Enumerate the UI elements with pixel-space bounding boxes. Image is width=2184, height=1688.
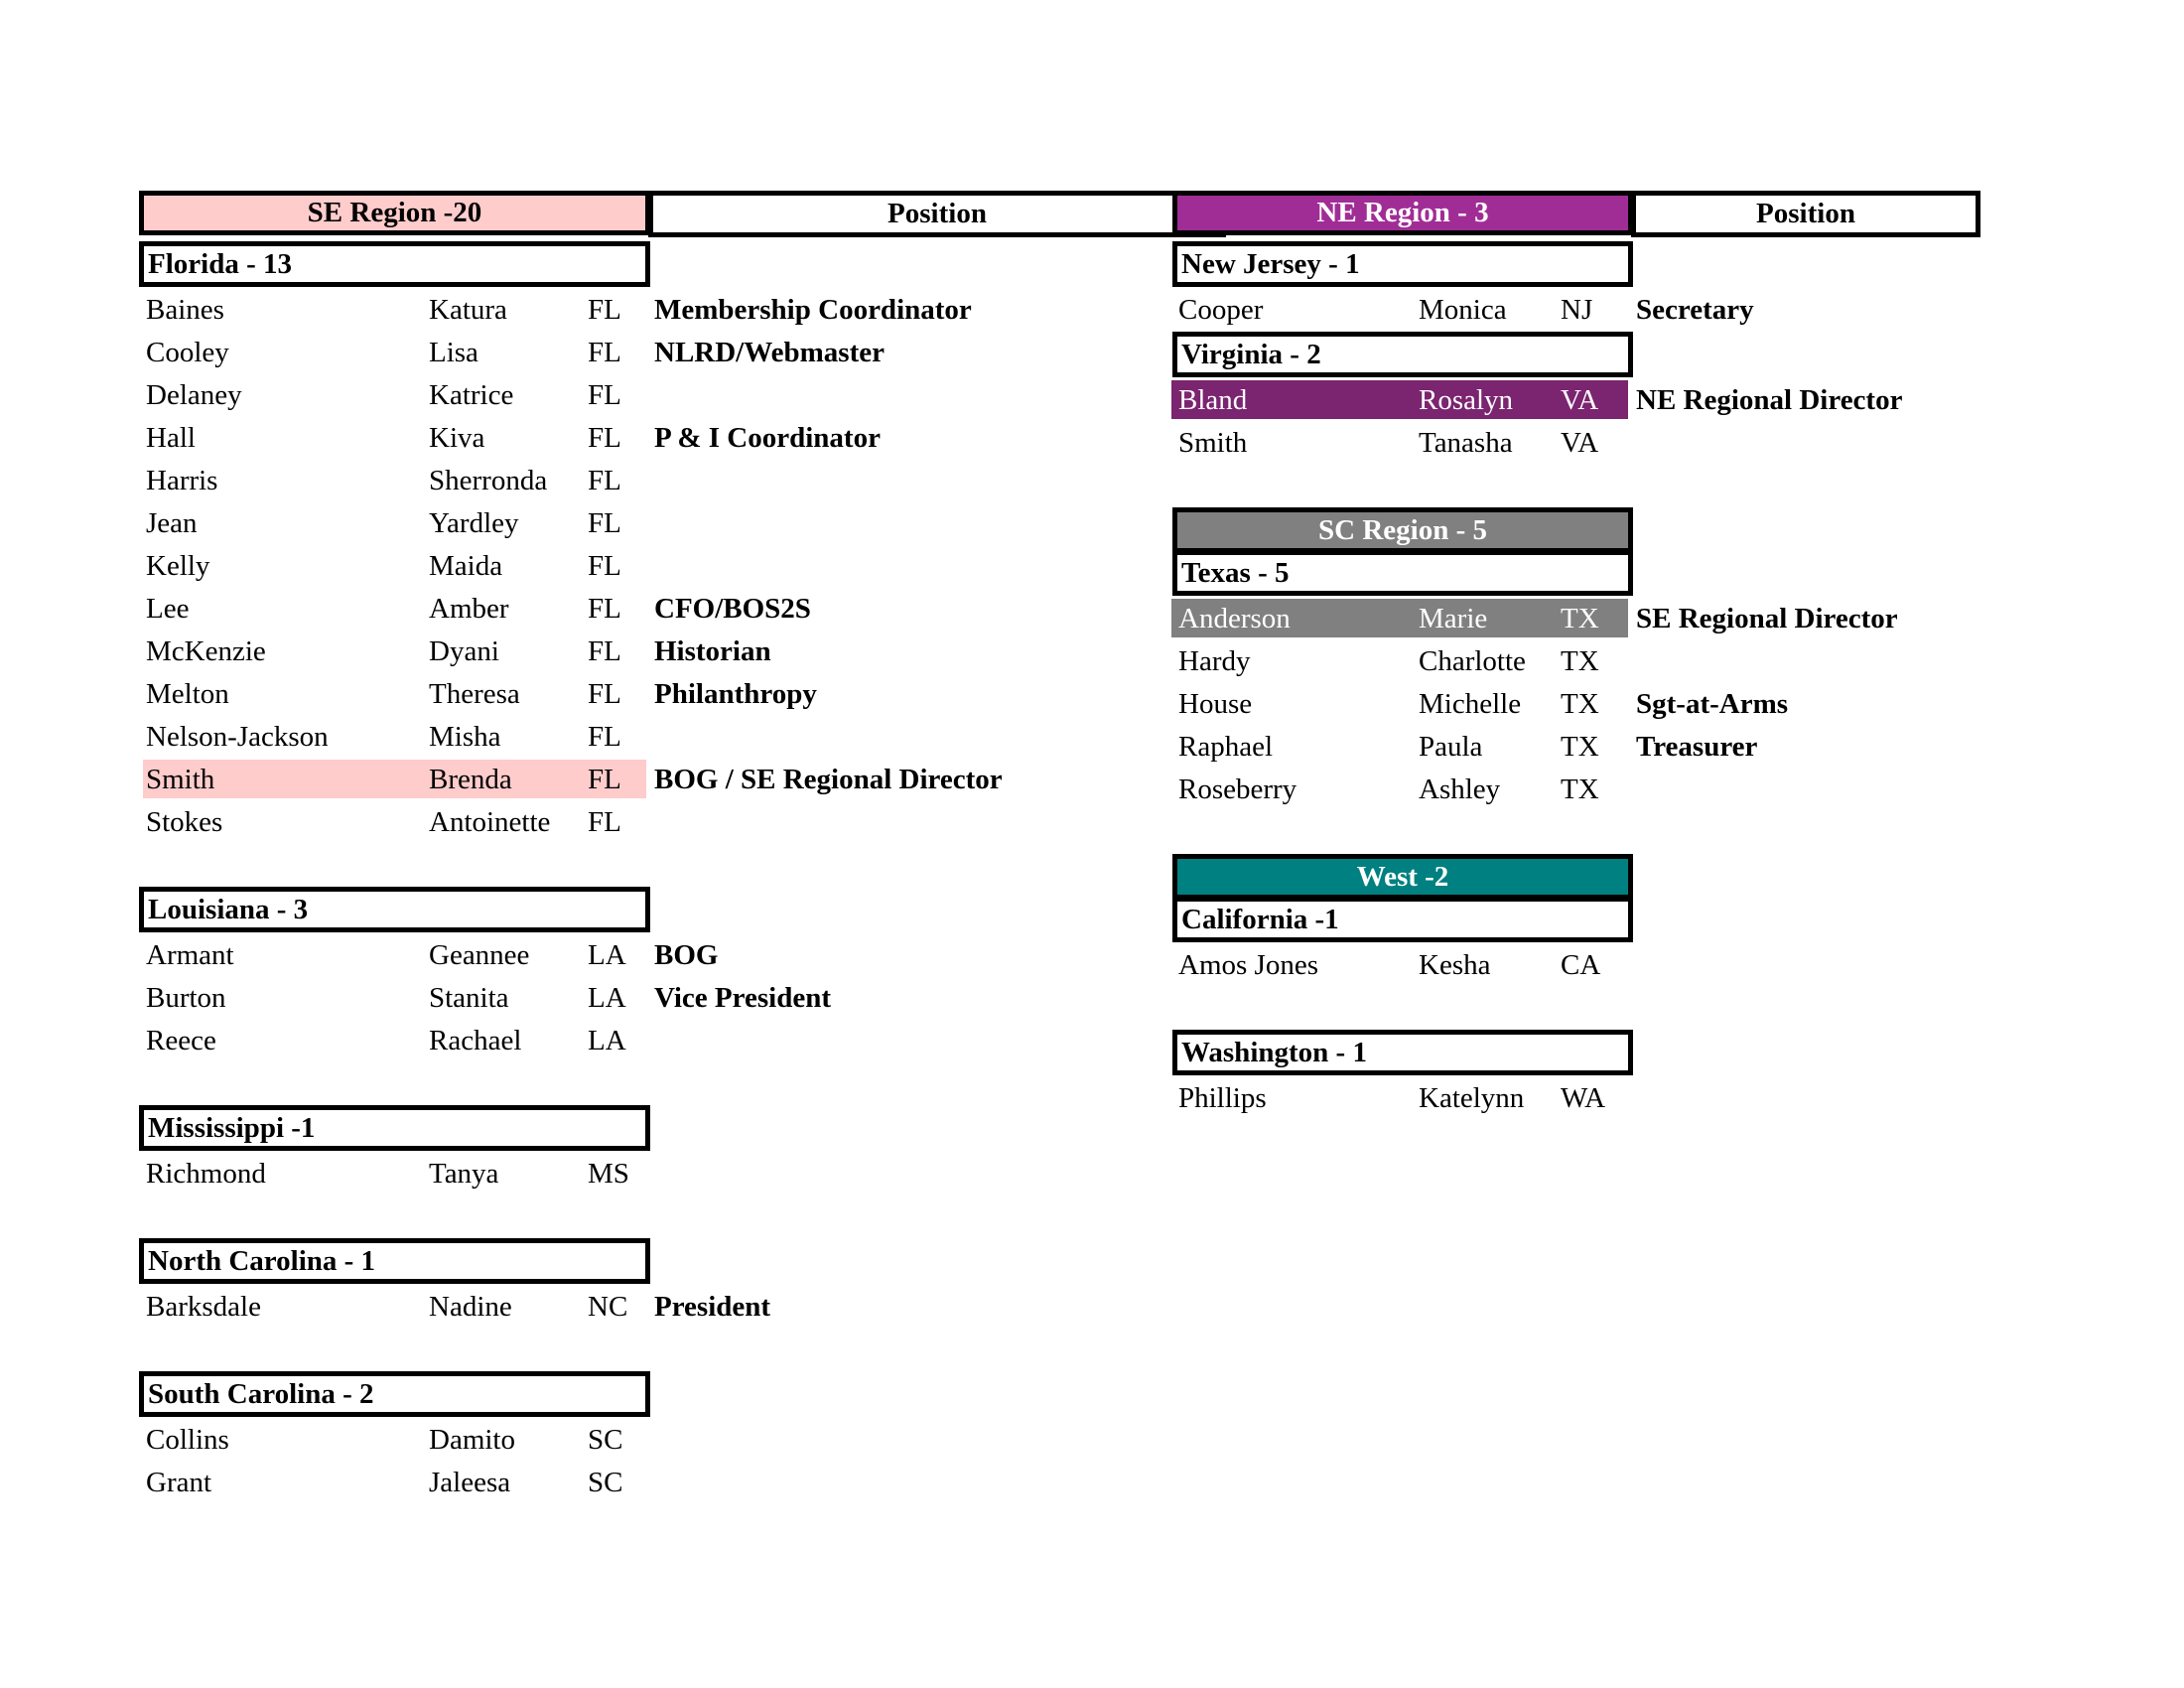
last-name: Delaney xyxy=(146,379,242,411)
last-name: Collins xyxy=(146,1424,229,1456)
new-jersey-rows xyxy=(1172,288,1754,331)
position: Membership Coordinator xyxy=(654,294,972,326)
table-row xyxy=(139,976,831,1019)
first-name: Paula xyxy=(1419,731,1483,763)
last-name: Lee xyxy=(146,593,190,625)
table-row xyxy=(139,501,650,544)
table-row xyxy=(139,800,650,843)
table-row xyxy=(1172,1076,1633,1119)
last-name: Grant xyxy=(146,1467,212,1498)
last-name: Smith xyxy=(146,764,215,795)
last-name: Burton xyxy=(146,982,226,1014)
last-name: Armant xyxy=(146,939,234,971)
sc-region-header: SC Region - 5 xyxy=(1172,507,1633,553)
first-name: Michelle xyxy=(1419,688,1522,720)
florida-rows xyxy=(139,288,1003,843)
first-name: Monica xyxy=(1419,294,1507,326)
last-name: Kelly xyxy=(146,550,210,582)
texas-rows xyxy=(1172,597,1898,810)
state: FL xyxy=(588,550,621,582)
north-carolina-rows xyxy=(139,1285,771,1328)
last-name: Raphael xyxy=(1178,731,1274,763)
last-name: Bland xyxy=(1178,384,1248,416)
first-name: Katura xyxy=(429,294,507,326)
last-name: Reece xyxy=(146,1025,216,1056)
first-name: Kiva xyxy=(429,422,485,454)
state: FL xyxy=(588,507,621,539)
se-position-header: Position xyxy=(648,191,1226,237)
position: SE Regional Director xyxy=(1636,603,1898,634)
state: SC xyxy=(588,1467,623,1498)
last-name: Phillips xyxy=(1178,1082,1267,1114)
first-name: Stanita xyxy=(429,982,509,1014)
table-row xyxy=(139,416,881,459)
state: TX xyxy=(1561,731,1599,763)
table-row xyxy=(139,331,885,373)
state: FL xyxy=(588,337,621,368)
louisiana-rows xyxy=(139,933,831,1061)
table-row xyxy=(139,1418,650,1461)
last-name: Barksdale xyxy=(146,1291,261,1323)
state: FL xyxy=(588,678,621,710)
first-name: Misha xyxy=(429,721,501,753)
first-name: Charlotte xyxy=(1419,645,1526,677)
state: NJ xyxy=(1561,294,1593,326)
table-row xyxy=(1172,682,1789,725)
first-name: Sherronda xyxy=(429,465,548,496)
position: BOG / SE Regional Director xyxy=(654,764,1003,795)
last-name: House xyxy=(1178,688,1253,720)
position: Philanthropy xyxy=(654,678,817,710)
position: NE Regional Director xyxy=(1636,384,1903,416)
table-row xyxy=(139,1019,650,1061)
south-carolina-rows xyxy=(139,1418,650,1503)
state: FL xyxy=(588,764,621,795)
state: TX xyxy=(1561,645,1599,677)
first-name: Amber xyxy=(429,593,509,625)
first-name: Marie xyxy=(1419,603,1488,634)
table-row xyxy=(139,587,811,630)
last-name: Hardy xyxy=(1178,645,1251,677)
texas-header: Texas - 5 xyxy=(1172,550,1633,596)
first-name: Yardley xyxy=(429,507,519,539)
state: MS xyxy=(588,1158,629,1190)
last-name: Jean xyxy=(146,507,198,539)
first-name: Katelynn xyxy=(1419,1082,1525,1114)
first-name: Theresa xyxy=(429,678,520,710)
se-region-section xyxy=(139,191,1003,1503)
state: FL xyxy=(588,294,621,326)
position: Treasurer xyxy=(1636,731,1758,763)
table-row xyxy=(1172,288,1754,331)
row-highlight xyxy=(143,760,646,798)
first-name: Rosalyn xyxy=(1419,384,1514,416)
right-regions-section xyxy=(1172,191,1903,1119)
california-rows xyxy=(1172,943,1633,986)
state: LA xyxy=(588,939,626,971)
position: Historian xyxy=(654,635,771,667)
table-row xyxy=(139,1461,650,1503)
last-name: Cooper xyxy=(1178,294,1264,326)
state: FL xyxy=(588,422,621,454)
state: FL xyxy=(588,635,621,667)
ne-region-header-row xyxy=(1172,191,1855,241)
table-row xyxy=(139,373,650,416)
state: TX xyxy=(1561,774,1599,805)
state: CA xyxy=(1561,949,1601,981)
table-row xyxy=(139,1152,650,1195)
table-row xyxy=(139,630,771,672)
first-name: Kesha xyxy=(1419,949,1491,981)
west-region-header: West -2 xyxy=(1172,854,1633,900)
washington-header: Washington - 1 xyxy=(1172,1030,1633,1075)
state: FL xyxy=(588,806,621,838)
table-row-highlighted xyxy=(139,758,1003,800)
first-name: Katrice xyxy=(429,379,514,411)
state: WA xyxy=(1561,1082,1606,1114)
last-name: Smith xyxy=(1178,427,1248,459)
last-name: Roseberry xyxy=(1178,774,1297,805)
state: SC xyxy=(588,1424,623,1456)
first-name: Ashley xyxy=(1419,774,1501,805)
virginia-rows xyxy=(1172,378,1903,464)
california-header: California -1 xyxy=(1172,897,1633,942)
first-name: Rachael xyxy=(429,1025,522,1056)
ne-region-header: NE Region - 3 xyxy=(1172,191,1633,235)
se-region-header: SE Region -20 xyxy=(139,191,650,235)
last-name: Richmond xyxy=(146,1158,266,1190)
first-name: Antoinette xyxy=(429,806,551,838)
state: VA xyxy=(1561,384,1599,416)
table-row xyxy=(139,715,650,758)
table-row-highlighted xyxy=(1172,378,1903,421)
last-name: Anderson xyxy=(1178,603,1291,634)
position: BOG xyxy=(654,939,719,971)
first-name: Jaleesa xyxy=(429,1467,511,1498)
virginia-header: Virginia - 2 xyxy=(1172,332,1633,377)
north-carolina-header: North Carolina - 1 xyxy=(139,1238,650,1284)
washington-rows xyxy=(1172,1076,1633,1119)
last-name: Hall xyxy=(146,422,196,454)
position: CFO/BOS2S xyxy=(654,593,811,625)
table-row xyxy=(139,459,650,501)
position: President xyxy=(654,1291,771,1323)
first-name: Lisa xyxy=(429,337,478,368)
se-region-header-row xyxy=(139,191,987,241)
state: NC xyxy=(588,1291,628,1323)
first-name: Damito xyxy=(429,1424,515,1456)
table-row xyxy=(1172,768,1633,810)
first-name: Tanya xyxy=(429,1158,499,1190)
table-row xyxy=(139,544,650,587)
last-name: Melton xyxy=(146,678,229,710)
table-row xyxy=(139,288,972,331)
position: P & I Coordinator xyxy=(654,422,881,454)
mississippi-header: Mississippi -1 xyxy=(139,1105,650,1151)
table-row xyxy=(139,672,817,715)
state: FL xyxy=(588,379,621,411)
first-name: Brenda xyxy=(429,764,512,795)
last-name: Stokes xyxy=(146,806,223,838)
last-name: Amos Jones xyxy=(1178,949,1318,981)
first-name: Nadine xyxy=(429,1291,512,1323)
table-row xyxy=(1172,639,1633,682)
new-jersey-header: New Jersey - 1 xyxy=(1172,241,1633,287)
louisiana-header: Louisiana - 3 xyxy=(139,887,650,932)
state: LA xyxy=(588,1025,626,1056)
last-name: Nelson-Jackson xyxy=(146,721,329,753)
state: FL xyxy=(588,465,621,496)
table-row xyxy=(139,1285,771,1328)
state: TX xyxy=(1561,603,1599,634)
ne-position-header: Position xyxy=(1631,191,1980,237)
table-row xyxy=(139,933,719,976)
position: Vice President xyxy=(654,982,831,1014)
state: FL xyxy=(588,721,621,753)
last-name: Harris xyxy=(146,465,218,496)
last-name: McKenzie xyxy=(146,635,266,667)
state: LA xyxy=(588,982,626,1014)
first-name: Maida xyxy=(429,550,503,582)
state: VA xyxy=(1561,427,1599,459)
table-row xyxy=(1172,421,1633,464)
last-name: Baines xyxy=(146,294,224,326)
south-carolina-header: South Carolina - 2 xyxy=(139,1371,650,1417)
last-name: Cooley xyxy=(146,337,229,368)
first-name: Dyani xyxy=(429,635,499,667)
position: Sgt-at-Arms xyxy=(1636,688,1789,720)
mississippi-rows xyxy=(139,1152,650,1195)
florida-header: Florida - 13 xyxy=(139,241,650,287)
first-name: Geannee xyxy=(429,939,530,971)
state: TX xyxy=(1561,688,1599,720)
position: Secretary xyxy=(1636,294,1754,326)
first-name: Tanasha xyxy=(1419,427,1513,459)
state: FL xyxy=(588,593,621,625)
position: NLRD/Webmaster xyxy=(654,337,885,368)
table-row xyxy=(1172,943,1633,986)
table-row xyxy=(1172,725,1758,768)
table-row-highlighted xyxy=(1172,597,1898,639)
